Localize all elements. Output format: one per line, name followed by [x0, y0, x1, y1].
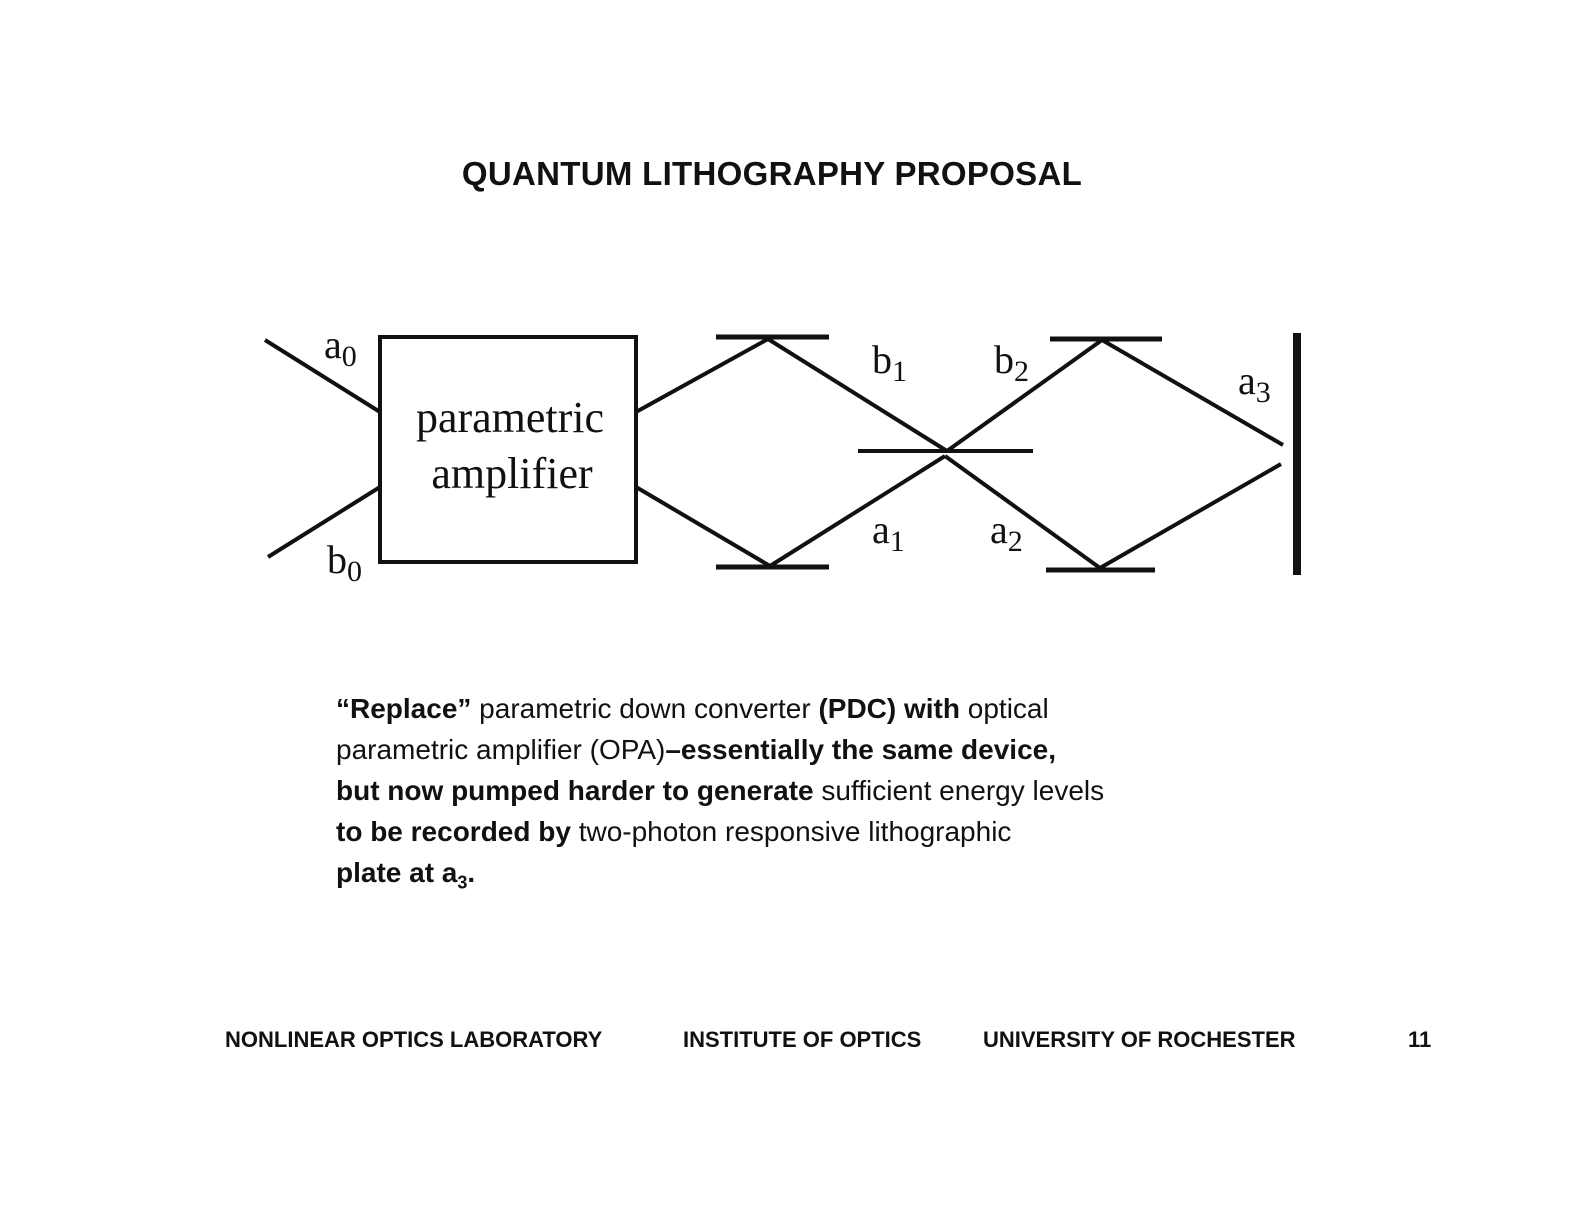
label-b1: $b_1$ [872, 337, 907, 388]
beam-a3-lower [1100, 464, 1281, 568]
body-line5-sub: 3 [457, 872, 468, 893]
footer-lab: NONLINEAR OPTICS LABORATORY [225, 1027, 603, 1052]
beam-a-out [636, 487, 770, 566]
beam-a0 [265, 340, 380, 412]
box-label-line2: amplifier [431, 449, 593, 498]
label-a1: $a_1$ [872, 507, 905, 558]
beam-b0 [268, 487, 380, 557]
footer-institute: INSTITUTE OF OPTICS [683, 1027, 922, 1052]
body-line2-bold: –essentially the same device, [665, 734, 1057, 765]
body-line4-bold: to be recorded by [336, 816, 571, 847]
label-subscript: 1 [892, 355, 907, 388]
label-b0: $b_0$ [327, 537, 362, 588]
box-label-line1: parametric [415, 393, 605, 442]
label-a2: $a_2$ [990, 507, 1023, 558]
body-line1-regular-b: optical [959, 693, 1049, 724]
beam-b-out [636, 339, 768, 412]
label-subscript: 2 [1007, 525, 1023, 558]
body-line1-regular: parametric down converter [471, 693, 819, 724]
body-line4-regular: two-photon responsive lithographic [570, 816, 1012, 847]
body-line5-bold: plate at a [336, 857, 458, 888]
label-subscript: 3 [1255, 376, 1271, 409]
body-line3-regular: sufficient energy levels [813, 775, 1105, 806]
footer-university: UNIVERSITY OF ROCHESTER [983, 1027, 1296, 1052]
label-subscript: 0 [341, 340, 357, 373]
page-number: 11 [1408, 1027, 1432, 1052]
body-line1-bold-a: “Replace” [336, 693, 472, 724]
body-line3-bold: but now pumped harder to generate [336, 775, 814, 806]
body-line2-regular: parametric amplifier (OPA) [336, 734, 666, 765]
description-paragraph [336, 688, 1296, 904]
label-subscript: 2 [1014, 355, 1029, 388]
label-a0: $a_0$ [324, 322, 357, 373]
body-line5-end: . [467, 857, 476, 888]
footer [0, 1027, 1584, 1067]
beam-b1 [768, 339, 947, 451]
label-b2: $b_2$ [994, 337, 1029, 388]
label-subscript: 0 [347, 555, 362, 588]
beam-a1 [770, 456, 945, 566]
label-subscript: 1 [889, 525, 905, 558]
body-line1-bold-b: (PDC) with [818, 693, 960, 724]
page-title: QUANTUM LITHOGRAPHY PROPOSAL [461, 155, 1083, 192]
label-a3: $a_3$ [1238, 358, 1271, 409]
